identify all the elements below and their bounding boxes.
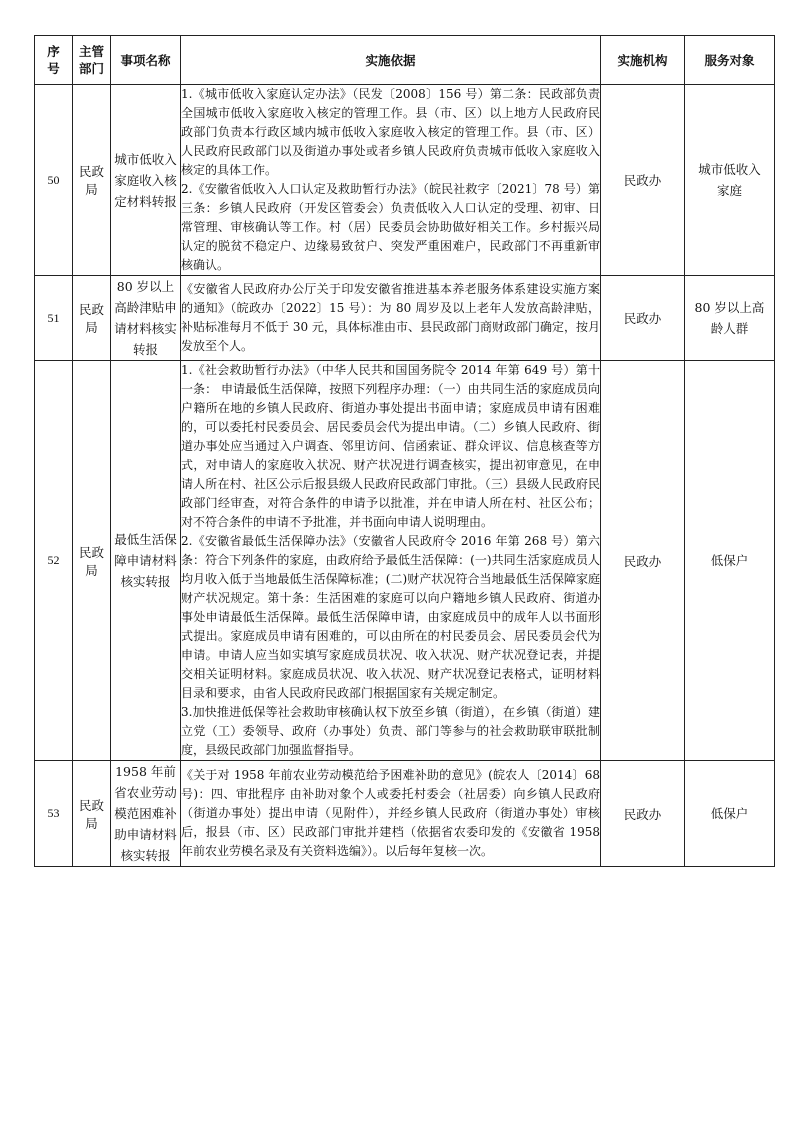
basis-paragraph: 1.《城市低收入家庭认定办法》（民发〔2008〕156 号）第二条：民政部负责全国城市低收入家庭收入核定的管理工作。县（市、区）以上地方人民政府民政部门负责本行政区域内城市低收入家庭收入核定的管理工作。县（市、区）人民政府民政部门以及街道办事处或者乡镇人民政府负责城市低收入家庭收入核定的具体工作。	[181, 87, 600, 177]
row-org: 民政办	[601, 276, 685, 361]
row-basis	[181, 761, 601, 867]
row-org: 民政办	[601, 85, 685, 276]
basis-paragraph: 2.《安徽省最低生活保障办法》（安徽省人民政府令 2016 年第 268 号）第六条：符合下列条件的家庭，由政府给予最低生活保障：(一)共同生活家庭成员人均月收入低于当地最低生活保障标准；(二)财产状况符合当地最低生活保障家庭财产状况规定。第十条：生活困难的家庭可以向户籍地乡镇人民政府、街道办事处申请最低生活保障。最低生活保障申请，由家庭成员中的成年人以书面形式提出。家庭成员申请有困难的，可以由所在的村民委员会、居民委员会代为申请。申请人应当如实填写家庭成员状况、收入状况、财产状况登记表，并提交相关证明材料。家庭成员状况、收入状况、财产状况登记表格式，证明材料目录和要求，由省人民政府民政部门根据国家有关规定制定。	[181, 534, 600, 700]
service-items-table	[34, 35, 775, 867]
header-dept: 主管部门	[73, 36, 111, 85]
basis-paragraph: 3.加快推进低保等社会救助审核确认权下放至乡镇（街道），在乡镇（街道）建立党（工）委领导、政府（办事处）负责、部门等参与的社会救助联审联批制度，县级民政部门加强监督指导。	[181, 705, 600, 757]
row-item-name: 最低生活保障申请材料核实转报	[111, 361, 181, 761]
row-target: 低保户	[685, 761, 775, 867]
table-row	[35, 761, 775, 867]
row-item-name: 80 岁以上高龄津贴申请材料核实转报	[111, 276, 181, 361]
header-target: 服务对象	[685, 36, 775, 85]
basis-paragraph: 2.《安徽省低收入人口认定及救助暂行办法》（皖民社救字〔2021〕78 号）第三条：乡镇人民政府（开发区管委会）负责低收入人口认定的受理、初审、日常管理、审核确认等工作。村（居）民委员会协助做好相关工作。乡村振兴局认定的脱贫不稳定户、边缘易致贫户、突发严重困难户，民政部门不再重新审核确认。	[181, 182, 600, 272]
row-target: 城市低收入家庭	[685, 85, 775, 276]
row-item-name: 1958 年前省农业劳动模范困难补助申请材料核实转报	[111, 761, 181, 867]
table-header	[35, 36, 775, 85]
header-basis: 实施依据	[181, 36, 601, 85]
row-dept: 民政局	[73, 85, 111, 276]
row-dept: 民政局	[73, 276, 111, 361]
row-index: 53	[35, 761, 73, 867]
header-name: 事项名称	[111, 36, 181, 85]
basis-paragraph: 《安徽省人民政府办公厅关于印发安徽省推进基本养老服务体系建设实施方案的通知》（皖政办〔2022〕15 号）：为 80 周岁及以上老年人发放高龄津贴，补贴标准每月不低于 30 元，具体标准由市、县民政部门商财政部门确定，按月发放至个人。	[181, 282, 600, 353]
row-index: 50	[35, 85, 73, 276]
row-org: 民政办	[601, 761, 685, 867]
table-row	[35, 276, 775, 361]
row-target: 低保户	[685, 361, 775, 761]
table-row	[35, 85, 775, 276]
row-target: 80 岁以上高龄人群	[685, 276, 775, 361]
row-index: 52	[35, 361, 73, 761]
table-row	[35, 361, 775, 761]
basis-paragraph: 1.《社会救助暂行办法》（中华人民共和国国务院令 2014 年第 649 号）第十一条： 申请最低生活保障，按照下列程序办理：（一）由共同生活的家庭成员向户籍所在地的乡镇人民政府、街道办事处提出书面申请；家庭成员申请有困难的，可以委托村民委员会、居民委员会代为提出申请。（二）乡镇人民政府、街道办事处应当通过入户调查、邻里访问、信函索证、群众评议、信息核查等方式，对申请人的家庭收入状况、财产状况进行调查核实，提出初审意见，在申请人所在村、社区公示后报县级人民政府民政部门审批。（三）县级人民政府民政部门经审查，对符合条件的申请予以批准，并在申请人所在村、社区公布；对不符合条件的申请不予批准，并书面向申请人说明理由。	[181, 363, 600, 529]
row-dept: 民政局	[73, 361, 111, 761]
row-basis	[181, 85, 601, 276]
row-index: 51	[35, 276, 73, 361]
row-org: 民政办	[601, 361, 685, 761]
header-org: 实施机构	[601, 36, 685, 85]
header-index: 序号	[35, 36, 73, 85]
basis-paragraph: 《关于对 1958 年前农业劳动模范给予困难补助的意见》(皖农人〔2014〕68 号)：四、审批程序 由补助对象个人或委托村委会（社居委）向乡镇人民政府（街道办事处）提出申请（见附件），并经乡镇人民政府（街道办事处）审核后，报县（市、区）民政部门审批并建档（依据省农委印发的《安徽省 1958 年前农业劳模名录及有关资料选编》）。以后每年复核一次。	[181, 768, 600, 858]
row-basis	[181, 276, 601, 361]
row-basis	[181, 361, 601, 761]
row-item-name: 城市低收入家庭收入核定材料转报	[111, 85, 181, 276]
row-dept: 民政局	[73, 761, 111, 867]
